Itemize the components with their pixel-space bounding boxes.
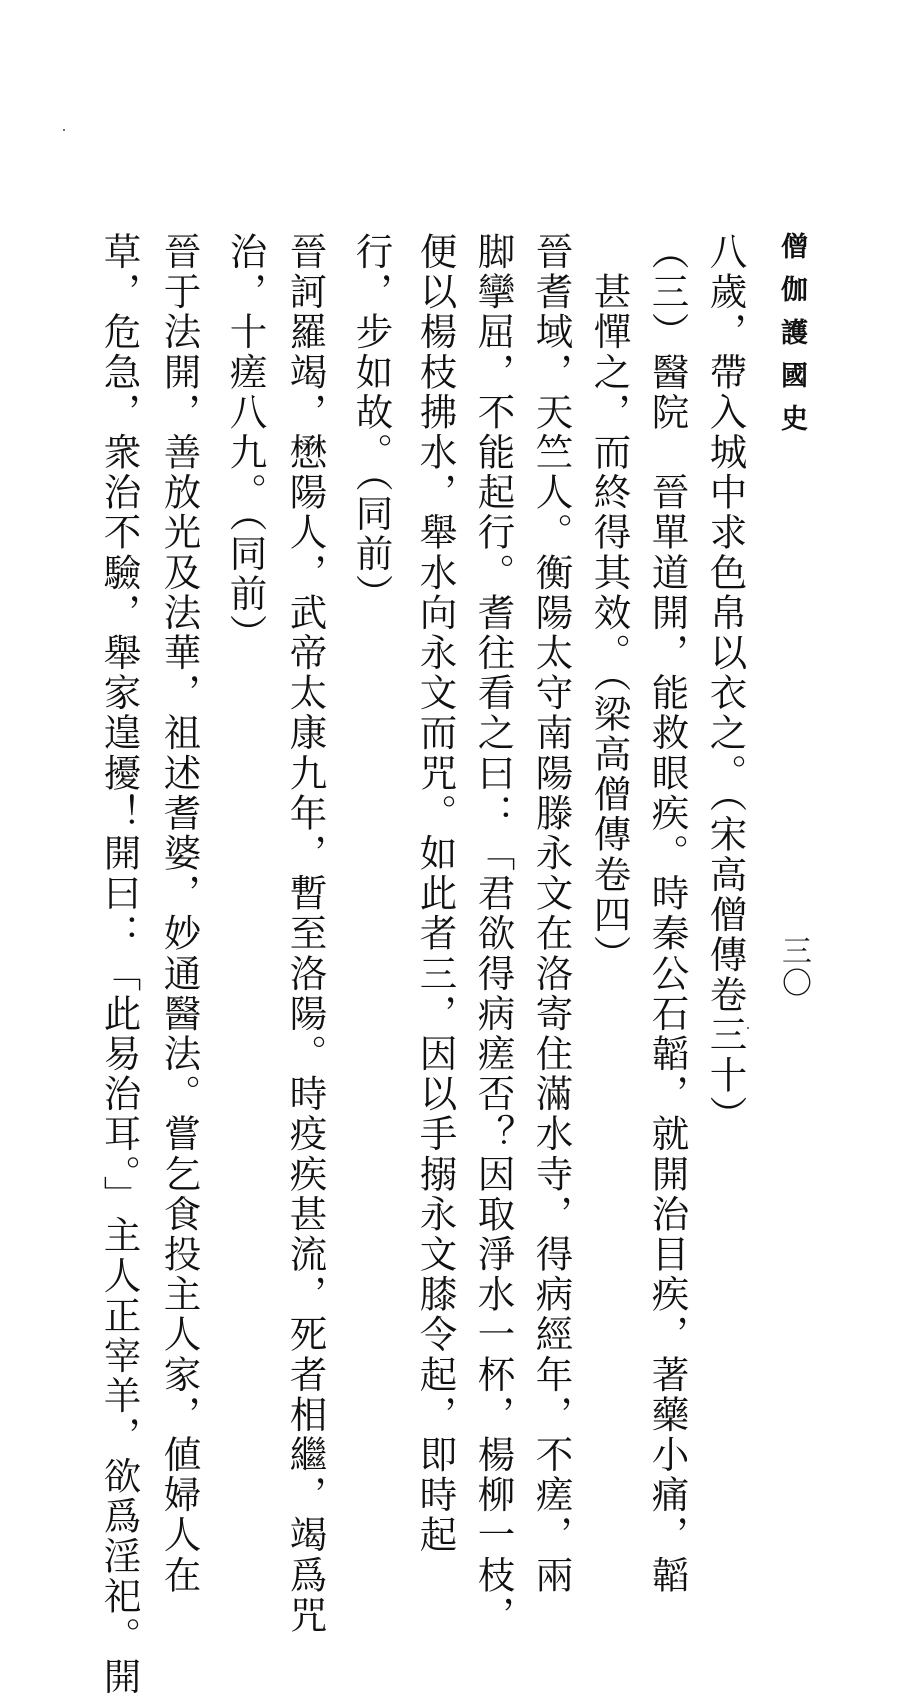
text-line-11: 草，危急，衆治不驗，舉家遑擾！開曰：「此易治耳。」主人正宰羊，欲爲淫祀。開 xyxy=(97,232,142,1697)
page-speck xyxy=(747,1027,749,1029)
text-line-3: 甚憚之，而終得其效。（梁高僧傳卷四） xyxy=(587,232,632,976)
text-line-6: 便以楊枝拂水，舉水向永文而咒。如此者三，因以手搦永文膝令起，即時起 xyxy=(413,232,458,1556)
page-speck xyxy=(63,129,65,131)
text-line-8: 晉訶羅竭，懋陽人，武帝太康九年，暫至洛陽。時疫疾甚流，死者相繼，竭爲咒 xyxy=(283,232,328,1636)
text-line-10: 晉于法開，善放光及法華，祖述耆婆，妙通醫法。嘗乞食投主人家，値婦人在 xyxy=(157,232,202,1596)
page-number: 三〇 xyxy=(776,935,811,999)
text-line-1: 八歲，帶入城中求色帛以衣之。（宋高僧傳卷三十） xyxy=(703,232,748,1136)
text-line-5: 脚攣屈，不能起行。耆往看之曰：「君欲得病瘥否？因取淨水一杯，楊柳一枝， xyxy=(471,232,516,1636)
text-line-9: 治，十瘥八九。（同前） xyxy=(223,232,268,655)
text-line-4: 晉耆域，天竺人。衡陽太守南陽滕永文在洛寄住滿水寺，得病經年，不瘥，兩 xyxy=(529,232,574,1596)
text-line-2: （三）醫院 晉單道開，能救眼疾。時秦公石韜，就開治目疾，著藥小痛，韜 xyxy=(645,232,690,1596)
text-line-7: 行，步如故。（同前） xyxy=(349,232,394,615)
running-head: 僧伽護國史 xyxy=(776,232,807,447)
